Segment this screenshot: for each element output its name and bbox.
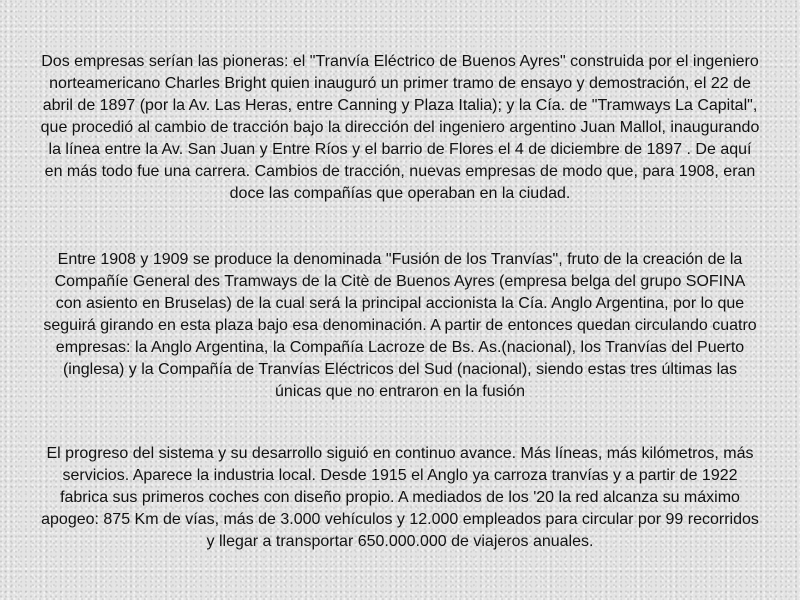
paragraph-system-progress: El progreso del sistema y su desarrollo siguió en continuo avance. Más líneas, más kilómetros, más servicios. Aparece la industria local. Desde 1915 el Anglo ya carroza tranvías y a partir de 1922 fabrica sus primeros coches con diseño propio. A mediados de los '20 la red alcanza su máximo apogeo: 875 Km de vías, más de 3.000 vehículos y 12.000 empleados para circular por 99 recorridos y llegar a transportar 650.000.000 de viajeros anuales. (41, 445, 759, 550)
paragraph-tramway-fusion: Entre 1908 y 1909 se produce la denominada "Fusión de los Tranvías", fruto de la creación de la Compañíe General des Tramways de la Citè de Buenos Ayres (empresa belga del grupo SOFINA con asiento en Bruselas) de la cual será la principal accionista la Cía. Anglo Argentina, por lo que seguirá girando en esta plaza bajo esa denominación. A partir de entonces quedan circulando cuatro empresas: la Anglo Argentina, la Compañía Lacroze de Bs. As.(nacional), los Tranvías del Puerto (inglesa) y la Compañía de Tranvías Eléctricos del Sud (nacional), siendo estas tres últimas las únicas que no entraron en la fusión (43, 251, 757, 400)
paragraph-pioneer-companies: Dos empresas serían las pioneras: el "Tranvía Eléctrico de Buenos Ayres" construida por el ingeniero norteamericano Charles Bright quien inauguró un primer tramo de ensayo y demostración, el 22 de abril de 1897 (por la Av. Las Heras, entre Canning y Plaza Italia); y la Cía. de "Tramways La Capital", que procedió al cambio de tracción bajo la dirección del ingeniero argentino Juan Mallol, inaugurando la línea entre la Av. San Juan y Entre Ríos y el barrio de Flores el 4 de diciembre de 1897 . De aquí en más todo fue una carrera. Cambios de tracción, nuevas empresas de modo que, para 1908, eran doce las compañías que operaban en la ciudad. (40, 53, 760, 202)
